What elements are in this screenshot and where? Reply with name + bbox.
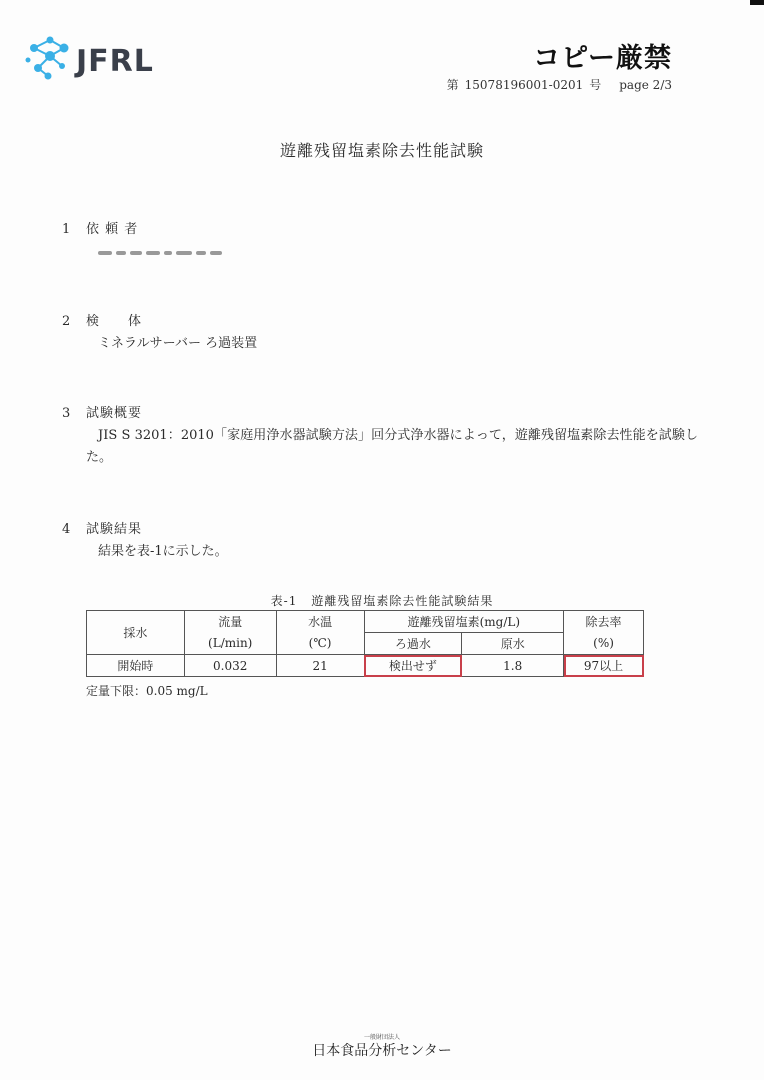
- copy-prohibited-notice: コピー厳禁: [533, 43, 672, 74]
- section-heading: 検 体: [86, 314, 143, 329]
- section-overview: [62, 403, 698, 469]
- molecule-icon: [24, 34, 76, 82]
- cell-filtered-highlighted: 検出せず: [364, 655, 462, 677]
- doc-number-prefix: 第: [446, 78, 459, 92]
- redacted-client-name: [98, 245, 224, 261]
- cell-sampling: 開始時: [87, 655, 185, 677]
- document-number: [447, 76, 672, 93]
- table-label: 表-1: [270, 594, 298, 608]
- header-raw: 原水: [462, 633, 564, 655]
- corner-mark: [750, 0, 764, 5]
- quantification-limit-note: 定量下限：0.05 mg/L: [86, 684, 208, 698]
- header-flow: 流量: [184, 611, 276, 633]
- section-heading: 試験概要: [86, 406, 143, 421]
- section-heading: 試験結果: [86, 522, 143, 537]
- section-sample: [62, 311, 257, 355]
- header-flow-unit: (L/min): [184, 633, 276, 655]
- table-title: 遊離残留塩素除去性能試験結果: [311, 594, 494, 608]
- header-removal: 除去率: [564, 611, 644, 633]
- section-body: JIS S 3201：2010「家庭用浄水器試験方法」回分式浄水器によって，遊離残留塩素除去性能を試験した。: [86, 428, 698, 465]
- section-results: [62, 519, 228, 563]
- header-chlorine: 遊離残留塩素(mg/L): [364, 611, 564, 633]
- section-body: 結果を表-1に示した。: [98, 544, 228, 559]
- header-temp-unit: (℃): [276, 633, 364, 655]
- org-type: 一般財団法人: [363, 1034, 400, 1041]
- header-temp: 水温: [276, 611, 364, 633]
- results-table: [86, 610, 644, 677]
- section-number: 3: [62, 406, 71, 421]
- doc-number-value: 15078196001-0201: [464, 78, 584, 92]
- cell-temp: 21: [276, 655, 364, 677]
- cell-raw: 1.8: [462, 655, 564, 677]
- footer-organization: [0, 1034, 764, 1060]
- cell-removal-highlighted: 97以上: [564, 655, 644, 677]
- table-caption: [0, 592, 764, 609]
- document-title: 遊離残留塩素除去性能試験: [279, 141, 484, 160]
- section-client: [62, 219, 224, 269]
- header-filtered: ろ過水: [364, 633, 462, 655]
- section-heading: 依 頼 者: [86, 222, 139, 237]
- cell-flow: 0.032: [184, 655, 276, 677]
- doc-number-suffix: 号: [589, 78, 602, 92]
- logo-text: JFRL: [76, 44, 154, 79]
- jfrl-logo: [24, 34, 174, 82]
- table-row: [87, 655, 644, 677]
- page-indicator: page 2/3: [619, 78, 672, 92]
- section-number: 2: [62, 314, 71, 329]
- section-number: 4: [62, 522, 71, 537]
- header-removal-unit: (%): [564, 633, 644, 655]
- section-number: 1: [62, 222, 71, 237]
- header-sampling: 採水: [87, 611, 185, 655]
- section-body: ミネラルサーバー ろ過装置: [98, 336, 258, 351]
- org-name: 日本食品分析センター: [312, 1043, 452, 1059]
- table-header-row: [87, 611, 644, 633]
